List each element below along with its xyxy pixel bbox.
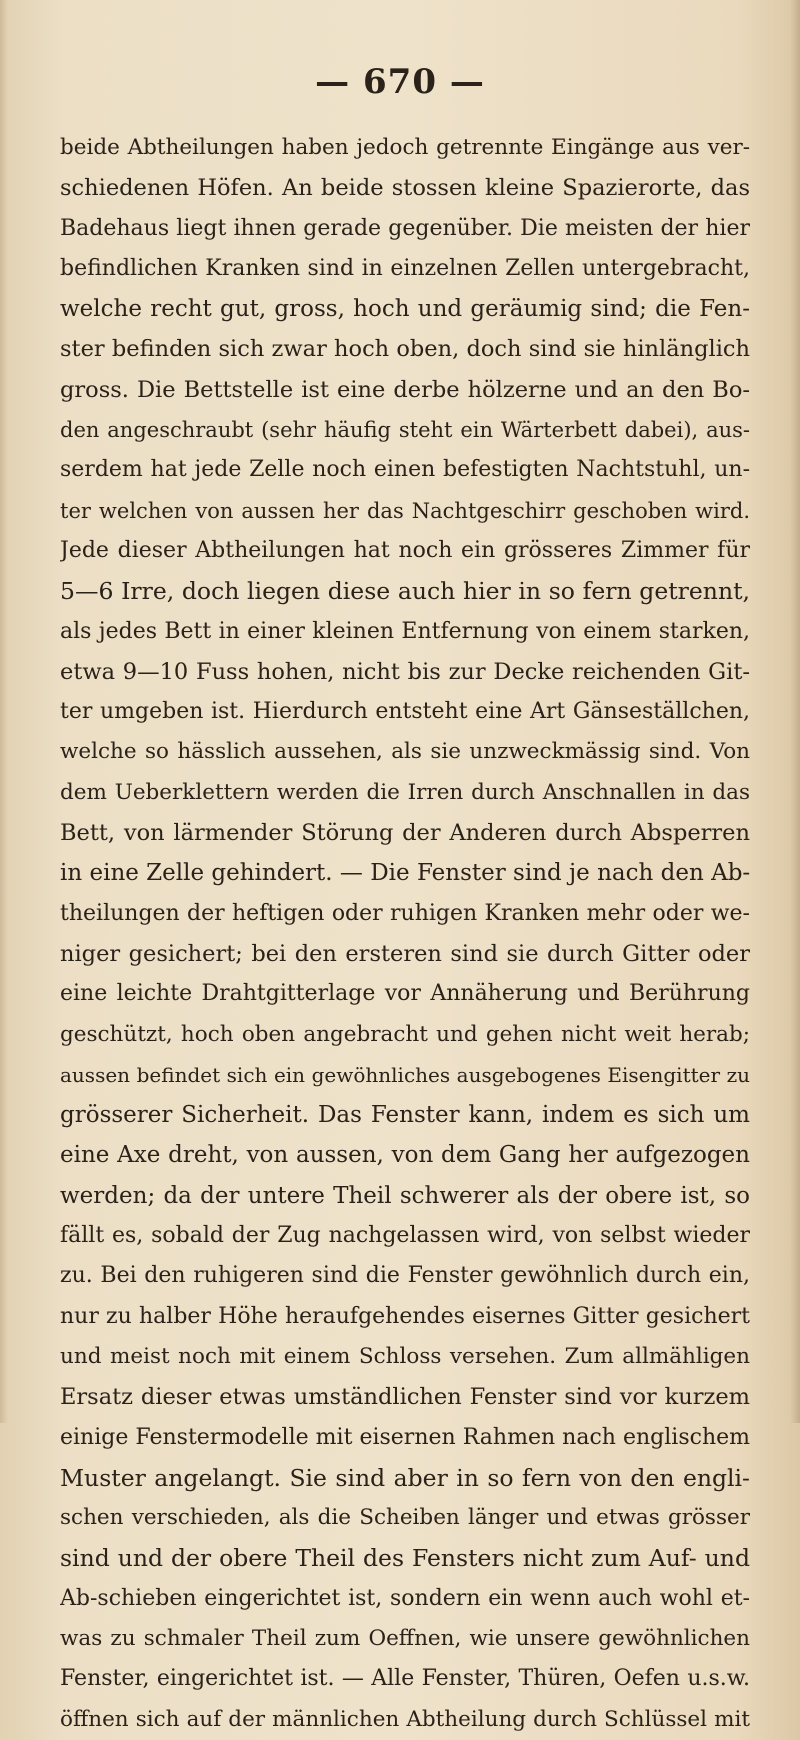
text-line: beide Abtheilungen haben jedoch getrennte Eingänge aus ver-	[60, 135, 750, 160]
text-line: zu. Bei den ruhigeren sind die Fenster gewöhnlich durch ein,	[60, 1263, 750, 1289]
text-line: eine leichte Drahtgitterlage vor Annäherung und Berührung	[60, 981, 750, 1007]
text-line: niger gesichert; bei den ersteren sind sie durch Gitter oder	[60, 940, 750, 967]
text-line: Ab-schieben eingerichtet ist, sondern ein wenn auch wohl et-	[60, 1585, 750, 1611]
text-line: Fenster, eingerichtet ist. — Alle Fenster, Thüren, Oefen u.s.w.	[60, 1666, 750, 1692]
text-line: Jede dieser Abtheilungen hat noch ein grösseres Zimmer für	[60, 537, 750, 563]
page-edge-left	[0, 0, 8, 1423]
text-line: aussen befindet sich ein gewöhnliches ausgebogenes Eisengitter zu	[60, 1062, 750, 1087]
text-line: gross. Die Bettstelle ist eine derbe hölzerne und an den Bo-	[60, 376, 750, 403]
text-line: welche recht gut, gross, hoch und geräumig sind; die Fen-	[60, 296, 750, 323]
text-line: werden; da der untere Theil schwerer als der obere ist, so	[60, 1182, 750, 1209]
page-edge-right	[790, 0, 800, 1423]
text-line: theilungen der heftigen oder ruhigen Kranken mehr oder we-	[60, 900, 750, 926]
text-line: öffnen sich auf der männlichen Abtheilung durch Schlüssel mit	[60, 1706, 750, 1732]
text-line: serdem hat jede Zelle noch einen befestigten Nachtstuhl, un-	[60, 457, 750, 483]
text-line: in eine Zelle gehindert. — Die Fenster sind je nach den Ab-	[60, 860, 750, 887]
text-line: ter welchen von aussen her das Nachtgeschirr geschoben wird.	[60, 498, 750, 523]
text-line: schen verschieden, als die Scheiben länger und etwas grösser	[60, 1505, 750, 1531]
text-line: den angeschraubt (sehr häufig steht ein Wärterbett dabei), aus-	[60, 418, 750, 443]
text-line: nur zu halber Höhe heraufgehendes eisernes Gitter gesichert	[60, 1303, 750, 1329]
text-line: schiedenen Höfen. An beide stossen kleine Spazierorte, das	[60, 175, 750, 202]
text-line: welche so hässlich aussehen, als sie unzweckmässig sind. Von	[60, 739, 750, 765]
text-line: sind und der obere Theil des Fensters nicht zum Auf- und	[60, 1544, 750, 1573]
text-line: Bett, von lärmender Störung der Anderen durch Absperren	[60, 820, 750, 847]
text-line: Ersatz dieser etwas umständlichen Fenster sind vor kurzem	[60, 1384, 750, 1411]
text-line: eine Axe dreht, von aussen, von dem Gang her aufgezogen	[60, 1142, 750, 1169]
text-line: ter umgeben ist. Hierdurch entsteht eine Art Gänseställchen,	[60, 699, 750, 725]
text-line: geschützt, hoch oben angebracht und gehen nicht weit herab;	[60, 1021, 750, 1047]
text-line: Badehaus liegt ihnen gerade gegenüber. Die meisten der hier	[60, 215, 750, 241]
text-line: was zu schmaler Theil zum Oeffnen, wie unsere gewöhnlichen	[60, 1625, 750, 1651]
text-line: etwa 9—10 Fuss hohen, nicht bis zur Decke reichenden Git-	[60, 658, 750, 685]
text-line: und meist noch mit einem Schloss versehen. Zum allmähligen	[60, 1343, 750, 1369]
text-line: als jedes Bett in einer kleinen Entfernung von einem starken,	[60, 618, 750, 644]
text-line: dem Ueberklettern werden die Irren durch Anschnallen in das	[60, 779, 750, 805]
text-line: einige Fenstermodelle mit eisernen Rahmen nach englischem	[60, 1424, 750, 1450]
text-line: Muster angelangt. Sie sind aber in so fern von den engli-	[60, 1463, 750, 1492]
text-line: befindlichen Kranken sind in einzelnen Zellen untergebracht,	[60, 255, 750, 281]
page-number-header: — 670 —	[315, 62, 485, 102]
text-line: 5—6 Irre, doch liegen diese auch hier in so fern getrennt,	[60, 577, 750, 606]
text-line: ster befinden sich zwar hoch oben, doch sind sie hinlänglich	[60, 336, 750, 363]
body-text	[60, 128, 750, 1740]
text-line: fällt es, sobald der Zug nachgelassen wird, von selbst wieder	[60, 1223, 750, 1249]
text-line: grösserer Sicherheit. Das Fenster kann, indem es sich um	[60, 1102, 750, 1129]
